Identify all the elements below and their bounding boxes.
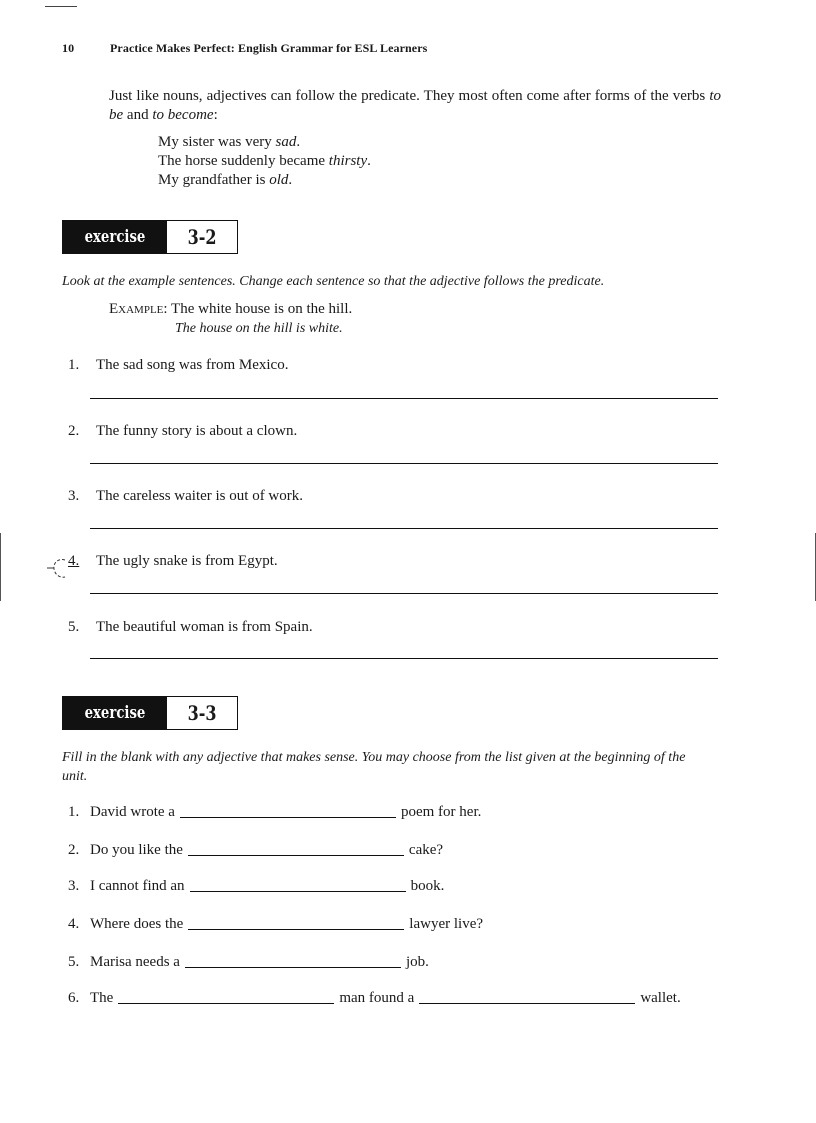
item-number: 5. [68,954,80,970]
exercise-3-2-instruction: Look at the example sentences. Change each sentence so that the adjective follows the predicate. [62,274,605,289]
intro-verb-to-be: to be [109,88,721,123]
answer-line[interactable] [90,658,718,659]
intro-verb-to-become: to become [152,107,214,123]
blank-field[interactable] [190,891,406,892]
example-adjective: sad [275,134,297,150]
intro-example [158,171,371,190]
exercise-3-2-item [68,356,288,375]
exercise-label: exercise [84,703,146,723]
exercise-label-box [63,697,167,729]
example-label: Example: [109,301,168,317]
exercise-3-3-item [68,915,483,934]
book-title: Practice Makes Perfect: English Grammar for ESL Learners [110,41,428,55]
answer-line[interactable] [90,593,718,594]
exercise-number-box [167,221,237,253]
exercise-number: 3-3 [187,701,217,725]
item-text-after: job. [405,954,429,970]
answer-line[interactable] [90,528,718,529]
item-text-after: wallet. [640,990,681,1006]
example-adjective: thirsty [328,153,368,169]
answer-line[interactable] [90,398,718,399]
page-number: 10 [62,41,75,55]
exercise-label-box [63,221,167,253]
top-crop-mark [45,6,77,7]
example-text: The horse suddenly became [158,153,329,169]
item-text-before: Marisa needs a [90,954,180,970]
item-text-after: lawyer live? [409,916,484,932]
exercise-3-3-item [68,989,681,1008]
exercise-number-box [167,697,237,729]
pencil-circle-mark-icon [46,556,72,582]
exercise-3-3-header [62,696,238,730]
intro-text: Just like nouns, adjectives can follow the predicate. They most often come after forms of the verbs [109,88,710,104]
item-number: 2. [68,842,80,858]
blank-field[interactable] [188,855,404,856]
item-sentence: The sad song was from Mexico. [96,357,289,373]
example-adjective: old [269,172,289,188]
item-sentence: The beautiful woman is from Spain. [96,619,313,635]
item-text-before: David wrote a [90,804,175,820]
exercise-3-3-item [68,877,444,896]
item-number: 3. [68,488,80,504]
intro-example [158,152,371,171]
intro-example [158,133,371,152]
item-sentence: The funny story is about a clown. [96,423,298,439]
exercise-3-2-item [68,422,297,441]
blank-field[interactable] [118,1003,334,1004]
item-number: 1. [68,804,80,820]
item-number: 4. [68,916,80,932]
exercise-number: 3-2 [187,225,217,249]
item-text-before: I cannot find an [90,878,185,894]
exercise-3-3-item [68,841,443,860]
example-line [109,300,352,319]
running-head [62,41,762,56]
item-text-before: Do you like the [90,842,183,858]
exercise-3-2-example [109,300,352,338]
item-number: 3. [68,878,80,894]
item-text-before: The [90,990,114,1006]
exercise-3-3-item [68,953,429,972]
item-text-middle: man found a [339,990,415,1006]
item-number: 2. [68,423,80,439]
example-end: . [367,153,371,169]
item-text-after: poem for her. [400,804,482,820]
exercise-3-3-item [68,803,481,822]
item-number: 6. [68,990,80,1006]
example-sentence: The white house is on the hill. [171,301,353,317]
example-end: . [288,172,293,188]
answer-line[interactable] [90,463,718,464]
exercise-3-2-item [68,487,303,506]
intro-examples [158,133,371,190]
blank-field[interactable] [419,1003,635,1004]
example-end: . [296,134,301,150]
item-text-after: book. [410,878,445,894]
item-number: 1. [68,357,80,373]
blank-field[interactable] [180,817,396,818]
intro-colon: : [213,107,218,123]
item-number: 4. [68,553,80,569]
item-sentence: The careless waiter is out of work. [96,488,304,504]
item-text-before: Where does the [90,916,184,932]
exercise-3-2-item [68,618,313,637]
item-number: 5. [68,619,80,635]
blank-field[interactable] [185,967,401,968]
item-sentence: The ugly snake is from Egypt. [96,553,278,569]
intro-and: and [123,107,153,123]
blank-field[interactable] [188,929,404,930]
exercise-label: exercise [84,227,146,247]
item-text-after: cake? [408,842,444,858]
left-edge-mark [0,533,1,601]
exercise-3-3-instruction: Fill in the blank with any adjective that makes sense. You may choose from the list given at the beginning of the unit. [62,750,686,784]
intro-paragraph [109,87,721,125]
example-answer: The house on the hill is white. [175,321,343,336]
example-text: My sister was very [158,134,276,150]
exercise-3-2-header [62,220,238,254]
exercise-3-2-item [68,552,278,571]
example-text: My grandfather is [158,172,270,188]
